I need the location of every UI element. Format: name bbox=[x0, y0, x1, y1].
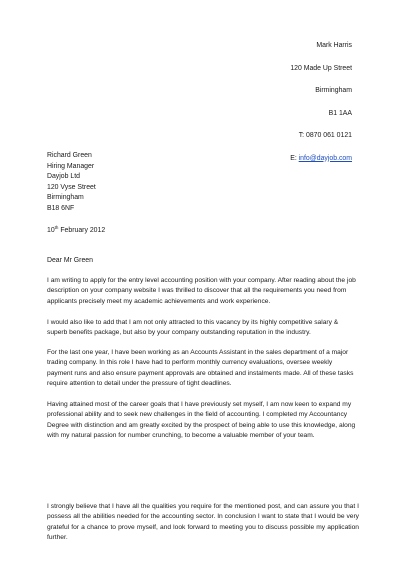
recipient-title: Hiring Manager bbox=[47, 162, 95, 170]
recipient-address-block bbox=[47, 151, 96, 214]
body-paragraph bbox=[47, 502, 359, 544]
salutation: Dear Mr Green bbox=[47, 257, 93, 264]
recipient-city: Birmingham bbox=[47, 194, 84, 201]
body-paragraph bbox=[47, 348, 359, 390]
sender-email-link[interactable]: info@dayjob.com bbox=[298, 154, 352, 162]
recipient-company: Dayjob Ltd bbox=[47, 173, 80, 180]
sender-name: Mark Harris bbox=[316, 42, 352, 49]
date-suffix: th bbox=[54, 225, 59, 230]
date-rest: February 2012 bbox=[58, 227, 106, 234]
sender-phone: T: 0870 061 0121 bbox=[298, 132, 352, 139]
sender-address-block bbox=[290, 42, 352, 163]
letter-date bbox=[47, 223, 105, 235]
paragraph-text: I strongly believe that I have all the qualities you require for the mentioned post, and can assure you that I possess all the abilities needed for the accounting sector. In conclusion I want to state that I would be very grateful for a chance to prove myself, and look forward to meeting you to discuss possible my application further. bbox=[47, 503, 359, 542]
body-paragraph bbox=[47, 400, 359, 442]
recipient-street: 120 Vyse Street bbox=[47, 183, 96, 191]
sender-email-line bbox=[290, 155, 352, 163]
sender-email-prefix: E: bbox=[290, 154, 299, 162]
sender-street: 120 Made Up Street bbox=[290, 64, 352, 72]
date-day: 10 bbox=[47, 227, 55, 234]
paragraph-text: For the last one year, I have been working as an Accounts Assistant in the sales department of a major trading company. In this role I have had to perform monthly currency evaluations, oversee weekly payment runs and also ensure payment approvals are obtained and instalments made. All of these tasks require attention to detail under the pressure of tight deadlines. bbox=[47, 349, 354, 388]
paragraph-text: Having attained most of the career goals that I have previously set myself, I am now keen to expand my professional ability and to seek new challenges in the field of accounting. I completed my Accountancy Degree with distinction and am greatly excited by the prospect of being able to use this knowledge, along with my natural passion for number crunching, to become a valuable member of your team. bbox=[47, 401, 356, 440]
sender-postcode: B1 1AA bbox=[328, 109, 352, 117]
sender-city: Birmingham bbox=[315, 87, 352, 94]
body-paragraph bbox=[47, 276, 359, 307]
body-paragraph bbox=[47, 318, 359, 339]
paragraph-text: I would also like to add that I am not only attracted to this vacancy by its highly competitive salary & superb benefits package, but also by your company outstanding reputation in the industry. bbox=[47, 319, 339, 337]
paragraph-text: I am writing to apply for the entry level accounting position with your company. After reading about the job description on your company website I was thrilled to discover that all the requirements you need from applicants precisely meet my academic achievements and work experience. bbox=[47, 277, 356, 305]
recipient-name: Richard Green bbox=[47, 152, 92, 159]
recipient-postcode: B18 6NF bbox=[47, 204, 75, 212]
